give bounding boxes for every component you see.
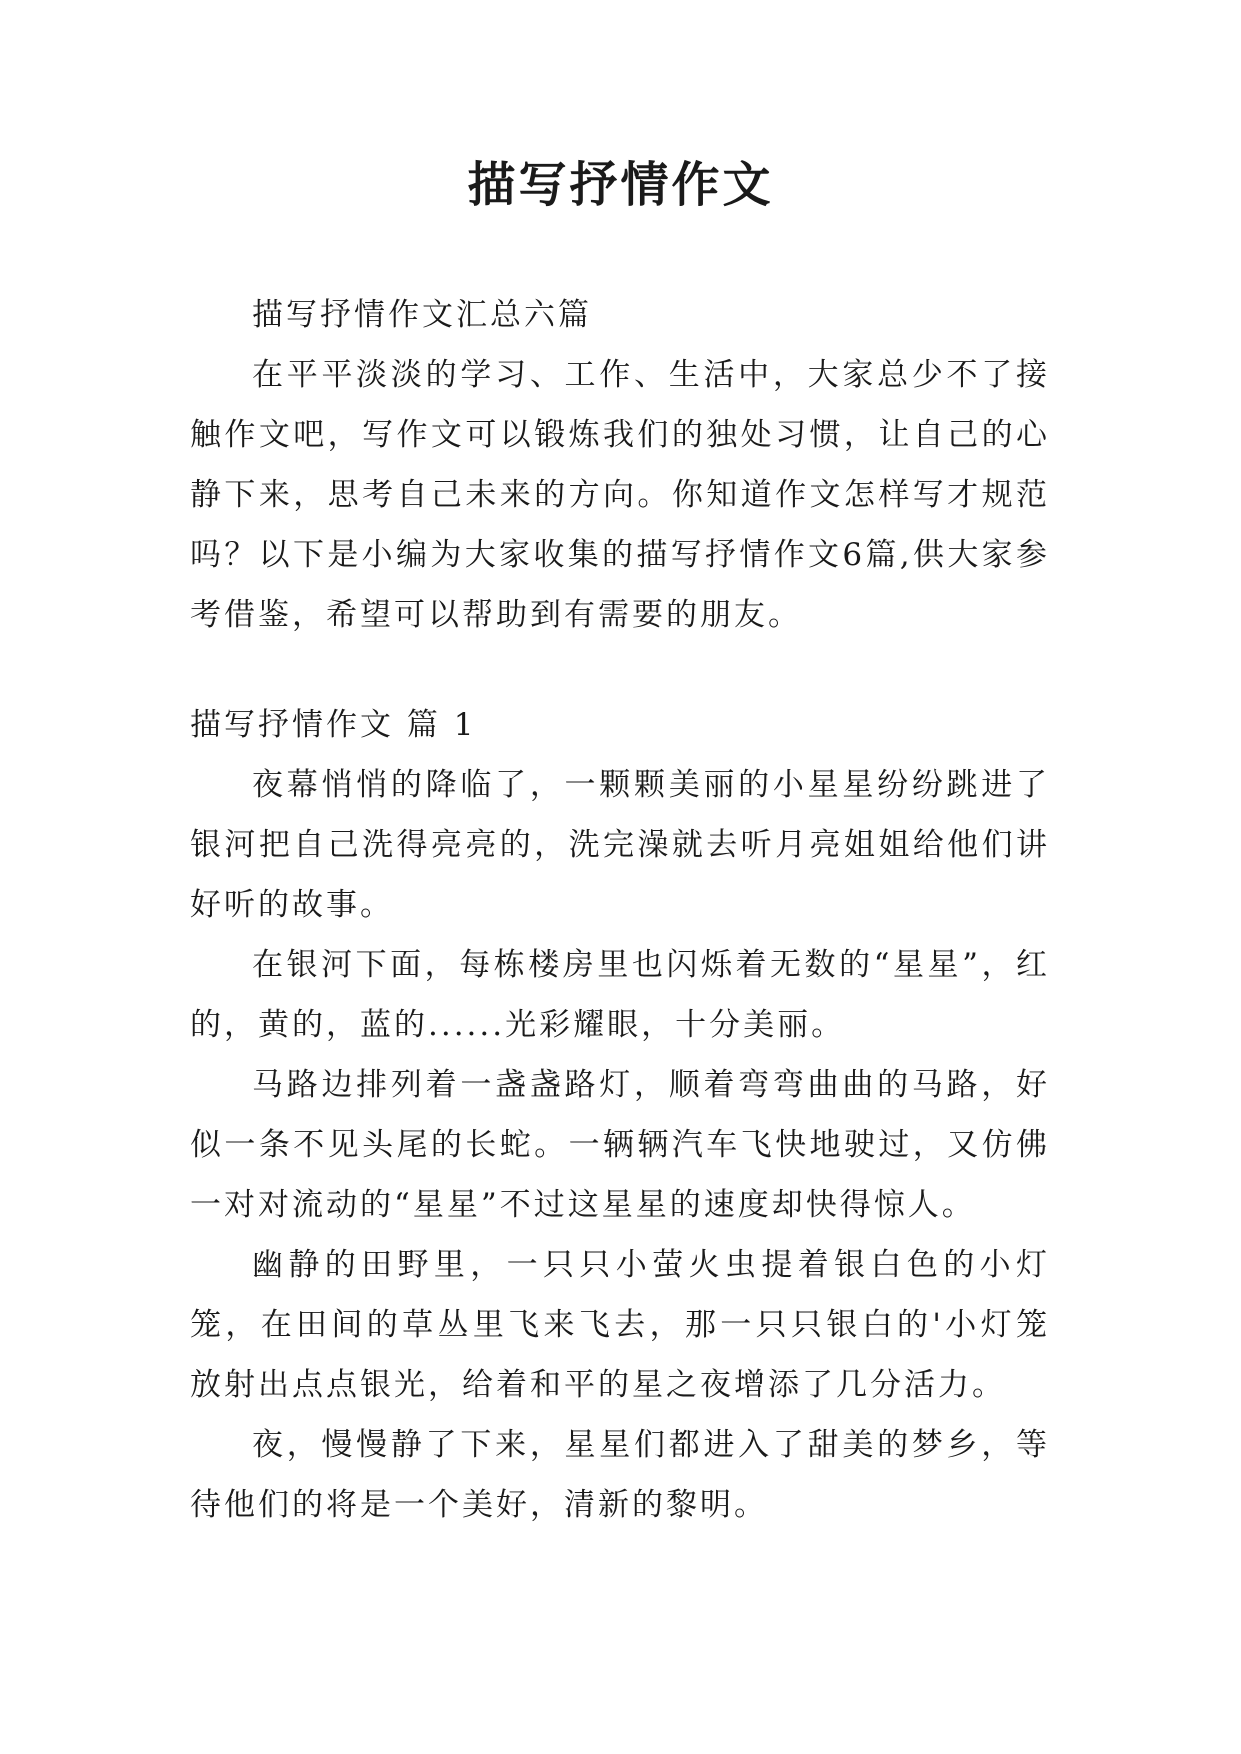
document-subtitle: 描写抒情作文汇总六篇 xyxy=(252,297,592,333)
document-title: 描写抒情作文 xyxy=(467,157,774,213)
essay-paragraph: 夜幕悄悄的降临了，一颗颗美丽的小星星纷纷跳进了银河把自己洗得亮亮的，洗完澡就去听月亮姐姐给他们讲好听的故事。 xyxy=(190,767,1050,923)
intro-block xyxy=(190,285,1050,645)
essay-section-1 xyxy=(190,695,1050,1535)
essay-paragraph: 夜，慢慢静了下来，星星们都进入了甜美的梦乡，等待他们的将是一个美好，清新的黎明。 xyxy=(190,1427,1050,1523)
essay-paragraph: 马路边排列着一盏盏路灯，顺着弯弯曲曲的马路，好似一条不见头尾的长蛇。一辆辆汽车飞快地驶过，又仿佛一对对流动的“星星”不过这星星的速度却快得惊人。 xyxy=(190,1067,1050,1223)
essay-paragraph: 在银河下面，每栋楼房里也闪烁着无数的“星星”，红的，黄的，蓝的......光彩耀眼，十分美丽。 xyxy=(190,947,1050,1043)
essay-paragraph: 幽静的田野里，一只只小萤火虫提着银白色的小灯笼，在田间的草丛里飞来飞去，那一只只银白的'小灯笼放射出点点银光，给着和平的星之夜增添了几分活力。 xyxy=(190,1247,1050,1403)
section-heading: 描写抒情作文 篇 1 xyxy=(190,707,477,743)
intro-paragraph: 在平平淡淡的学习、工作、生活中，大家总少不了接触作文吧，写作文可以锻炼我们的独处习惯，让自己的心静下来，思考自己未来的方向。你知道作文怎样写才规范吗？以下是小编为大家收集的描写抒情作文6篇,供大家参考借鉴，希望可以帮助到有需要的朋友。 xyxy=(190,357,1050,633)
